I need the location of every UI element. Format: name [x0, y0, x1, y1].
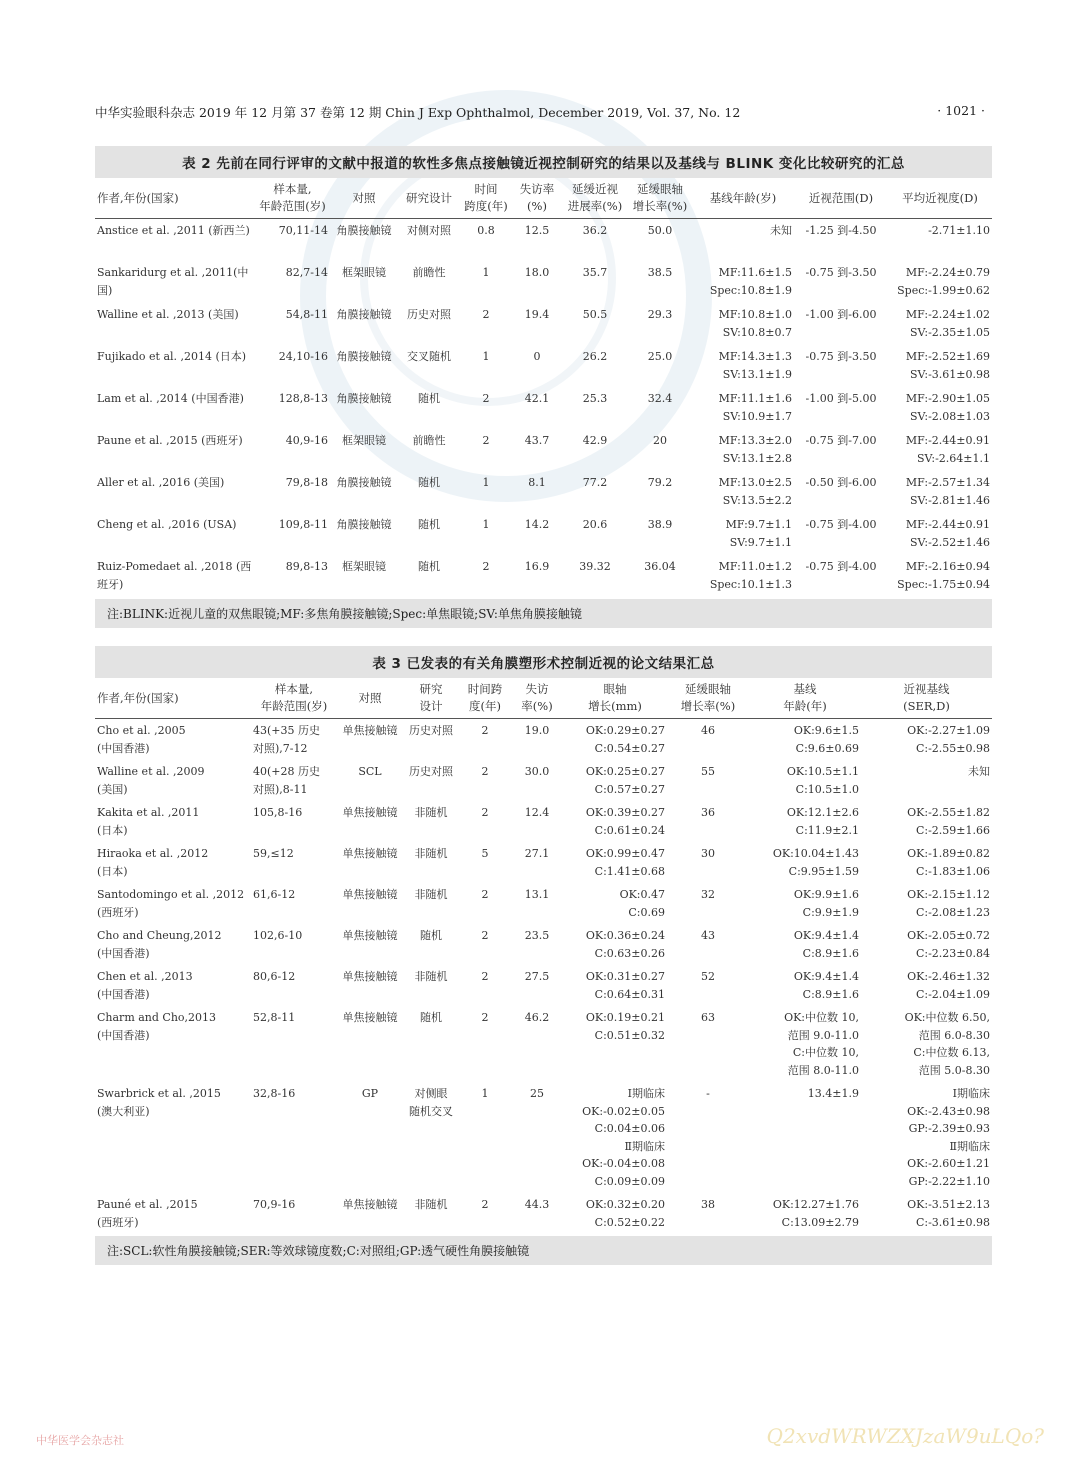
- table2-header-cell: 延缓近视 进展率(%): [562, 178, 628, 219]
- table2-cell: 1: [482, 350, 490, 363]
- table3-cell: 5: [481, 847, 489, 860]
- table3-cell: OK:0.36±0.24 C:0.63±0.26: [585, 929, 665, 960]
- table3-cell: 非随机: [414, 1198, 448, 1211]
- table2-header-cell: 研究设计: [398, 178, 460, 219]
- table3-cell: 27.1: [524, 847, 550, 860]
- table2-cell: MF:-2.52±1.69 SV:-3.61±0.98: [905, 350, 990, 381]
- table3-cell: 1: [481, 1087, 489, 1100]
- table3-header-cell: 研究 设计: [403, 678, 459, 719]
- table2-cell: 角膜接触镜: [336, 518, 392, 531]
- table2-cell: 42.1: [524, 392, 550, 405]
- table2-row: [95, 429, 992, 471]
- table2-cell: -2.71±1.10: [928, 224, 990, 237]
- table2-cell: 对侧对照: [407, 224, 451, 237]
- table3-cell: GP: [361, 1087, 379, 1100]
- table3-cell: 单焦接触镜: [342, 724, 398, 737]
- table3-header-cell: 作者,年份(国家): [95, 678, 251, 719]
- table3-cell: OK:0.39±0.27 C:0.61±0.24: [585, 806, 665, 837]
- table2-cell: 随机: [418, 518, 440, 531]
- table2-cell: Sankaridurg et al. ,2011(中国): [97, 266, 249, 297]
- table3-cell: 19.0: [524, 724, 550, 737]
- table2-cell: -1.00 到-6.00: [805, 308, 877, 321]
- table3-header-cell: 眼轴 增长(mm): [563, 678, 667, 719]
- table3-cell: 40(+28 历史 对照),8-11: [253, 765, 320, 796]
- table3-row: [95, 760, 992, 801]
- table2-cell: 39.32: [579, 560, 611, 573]
- table2-cell: 29.3: [647, 308, 673, 321]
- table3-cell: -: [706, 1087, 710, 1100]
- table3-cell: 非随机: [414, 806, 448, 819]
- table3-cell: OK:-2.27±1.09 C:-2.55±0.98: [907, 724, 990, 755]
- table2-cell: 25.3: [582, 392, 608, 405]
- table3-cell: Charm and Cho,2013 (中国香港): [97, 1011, 217, 1042]
- table2-cell: -0.75 到-7.00: [805, 434, 877, 447]
- table3-header-cell: 对照: [337, 678, 403, 719]
- table3-cell: 102,6-10: [253, 929, 303, 942]
- table2-row: [95, 513, 992, 555]
- table3-row: [95, 1082, 992, 1193]
- table-3-body: [95, 719, 992, 1235]
- table3-cell: Cho and Cheung,2012 (中国香港): [97, 929, 222, 960]
- table2-cell: 前瞻性: [412, 434, 446, 447]
- table3-cell: 非随机: [414, 888, 448, 901]
- table3-cell: 43: [701, 929, 715, 942]
- table2-cell: 89,8-13: [285, 560, 328, 573]
- table3-row: [95, 883, 992, 924]
- table3-cell: OK:0.31±0.27 C:0.64±0.31: [585, 970, 665, 1001]
- table2-cell: -0.75 到-4.00: [805, 518, 877, 531]
- table2-cell: 2: [482, 392, 490, 405]
- table3-row: [95, 842, 992, 883]
- publisher-logo-text: 中华医学会杂志社: [36, 1434, 124, 1447]
- table3-cell: 单焦接触镜: [342, 806, 398, 819]
- table2-cell: 50.0: [647, 224, 673, 237]
- table3-row: [95, 965, 992, 1006]
- table2-cell: 26.2: [582, 350, 608, 363]
- table3-cell: 44.3: [524, 1198, 550, 1211]
- table2-cell: 角膜接触镜: [336, 350, 392, 363]
- table2-cell: 40,9-16: [285, 434, 328, 447]
- table3-cell: 随机: [420, 929, 442, 942]
- table3-cell: 55: [701, 765, 715, 778]
- table2-cell: 19.4: [524, 308, 550, 321]
- table3-cell: 2: [481, 888, 489, 901]
- table3-cell: Ⅰ期临床 OK:-2.43±0.98 GP:-2.39±0.93 Ⅱ期临床 OK:-2.60±1.21 GP:-2.22±1.10: [907, 1087, 990, 1188]
- table3-cell: Cho et al. ,2005 (中国香港): [97, 724, 186, 755]
- table3-cell: OK:-2.15±1.12 C:-2.08±1.23: [907, 888, 990, 919]
- table3-cell: Chen et al. ,2013 (中国香港): [97, 970, 193, 1001]
- table2-cell: 43.7: [524, 434, 550, 447]
- table3-cell: 单焦接触镜: [342, 1198, 398, 1211]
- table3-cell: 非随机: [414, 970, 448, 983]
- table3-cell: 单焦接触镜: [342, 970, 398, 983]
- table2-row: [95, 303, 992, 345]
- table3-cell: 36: [701, 806, 715, 819]
- table2-cell: 36.2: [582, 224, 608, 237]
- table3-row: [95, 924, 992, 965]
- table3-header-cell: 延缓眼轴 增长率(%): [667, 678, 749, 719]
- table2-cell: MF:9.7±1.1 SV:9.7±1.1: [725, 518, 792, 549]
- table3-cell: OK:10.04±1.43 C:9.95±1.59: [772, 847, 859, 878]
- table2-cell: 框架眼镜: [342, 266, 386, 279]
- table2-header-cell: 时间 跨度(年): [460, 178, 512, 219]
- table2-cell: Cheng et al. ,2016 (USA): [97, 518, 237, 531]
- table2-cell: Fujikado et al. ,2014 (日本): [97, 350, 247, 363]
- table2-cell: MF:-2.24±1.02 SV:-2.35±1.05: [905, 308, 990, 339]
- table3-cell: 单焦接触镜: [342, 1011, 398, 1024]
- table2-cell: MF:-2.44±0.91 SV:-2.64±1.1: [905, 434, 990, 465]
- table2-cell: MF:13.3±2.0 SV:13.1±2.8: [718, 434, 792, 465]
- table2-cell: Aller et al. ,2016 (美国): [97, 476, 225, 489]
- table2-cell: 随机: [418, 476, 440, 489]
- table2-cell: 1: [482, 266, 490, 279]
- table2-cell: 18.0: [524, 266, 550, 279]
- table-2-header-row: [95, 178, 992, 219]
- table2-cell: 未知: [770, 224, 792, 237]
- table3-cell: 80,6-12: [253, 970, 296, 983]
- table3-cell: 30.0: [524, 765, 550, 778]
- table3-cell: 历史对照: [409, 765, 453, 778]
- table2-header-cell: 样本量, 年龄范围(岁): [255, 178, 330, 219]
- table3-cell: OK:9.6±1.5 C:9.6±0.69: [793, 724, 859, 755]
- table3-cell: Ⅰ期临床 OK:-0.02±0.05 C:0.04±0.06 Ⅱ期临床 OK:-0.04±0.08 C:0.09±0.09: [582, 1087, 665, 1188]
- table2-cell: MF:11.0±1.2 Spec:10.1±1.3: [709, 560, 792, 591]
- table2-row: [95, 261, 992, 303]
- table-3-grid: [95, 678, 992, 1234]
- table2-header-cell: 失访率 (%): [512, 178, 562, 219]
- table2-cell: 38.9: [647, 518, 673, 531]
- table3-cell: OK:9.9±1.6 C:9.9±1.9: [793, 888, 859, 919]
- table-3: [95, 646, 992, 1265]
- table3-cell: 2: [481, 765, 489, 778]
- table2-cell: 79.2: [647, 476, 673, 489]
- table2-cell: 20: [653, 434, 667, 447]
- table2-cell: MF:-2.90±1.05 SV:-2.08±1.03: [905, 392, 990, 423]
- table2-header-cell: 近视范围(D): [794, 178, 888, 219]
- table2-cell: 25.0: [647, 350, 673, 363]
- table2-cell: Ruiz-Pomedaet al. ,2018 (西班牙): [97, 560, 252, 591]
- table2-cell: 24,10-16: [278, 350, 328, 363]
- table2-cell: 82,7-14: [285, 266, 328, 279]
- table2-cell: MF:-2.24±0.79 Spec:-1.99±0.62: [897, 266, 990, 297]
- table2-cell: 109,8-11: [278, 518, 328, 531]
- table3-cell: OK:0.29±0.27 C:0.54±0.27: [585, 724, 665, 755]
- table2-cell: 38.5: [647, 266, 673, 279]
- table3-cell: 单焦接触镜: [342, 929, 398, 942]
- table2-header-cell: 平均近视度(D): [888, 178, 992, 219]
- table2-cell: 历史对照: [407, 308, 451, 321]
- table3-header-cell: 基线 年龄(年): [749, 678, 861, 719]
- table3-cell: OK:9.4±1.4 C:8.9±1.6: [793, 929, 859, 960]
- table3-cell: Kakita et al. ,2011 (日本): [97, 806, 200, 837]
- table3-cell: 13.4±1.9: [807, 1087, 859, 1100]
- table2-cell: 14.2: [524, 518, 550, 531]
- table2-cell: 随机: [418, 392, 440, 405]
- table3-cell: OK:0.32±0.20 C:0.52±0.22: [585, 1198, 665, 1229]
- table3-cell: 23.5: [524, 929, 550, 942]
- table2-row: [95, 345, 992, 387]
- table3-cell: 2: [481, 970, 489, 983]
- table2-cell: 角膜接触镜: [336, 224, 392, 237]
- table2-cell: -1.00 到-5.00: [805, 392, 877, 405]
- table2-cell: 框架眼镜: [342, 560, 386, 573]
- table2-cell: 79,8-18: [285, 476, 328, 489]
- table-3-caption: 表 3 已发表的有关角膜塑形术控制近视的论文结果汇总: [95, 646, 992, 678]
- table3-cell: 对侧眼 随机交叉: [409, 1087, 453, 1118]
- table3-cell: 12.4: [524, 806, 550, 819]
- table2-header-cell: 延缓眼轴 增长率(%): [628, 178, 692, 219]
- table2-cell: 0: [533, 350, 541, 363]
- table3-cell: Walline et al. ,2009 (美国): [97, 765, 205, 796]
- table2-cell: 35.7: [582, 266, 608, 279]
- table3-cell: Swarbrick et al. ,2015 (澳大利亚): [97, 1087, 221, 1118]
- table3-row: [95, 1193, 992, 1234]
- table3-cell: OK:-3.51±2.13 C:-3.61±0.98: [907, 1198, 990, 1229]
- table3-cell: 43(+35 历史 对照),7-12: [253, 724, 320, 755]
- table2-cell: 32.4: [647, 392, 673, 405]
- table3-cell: 单焦接触镜: [342, 888, 398, 901]
- table2-cell: 70,11-14: [278, 224, 328, 237]
- table2-cell: 50.5: [582, 308, 608, 321]
- table2-cell: 2: [482, 560, 490, 573]
- table-2-caption: 表 2 先前在同行评审的文献中报道的软性多焦点接触镜近视控制研究的结果以及基线与 BLINK 变化比较研究的汇总: [95, 146, 992, 178]
- table3-cell: 61,6-12: [253, 888, 296, 901]
- table3-cell: OK:10.5±1.1 C:10.5±1.0: [786, 765, 859, 796]
- table3-cell: 历史对照: [409, 724, 453, 737]
- table3-cell: 32: [701, 888, 715, 901]
- journal-citation: 中华实验眼科杂志 2019 年 12 月第 37 卷第 12 期 Chin J Exp Ophthalmol, December 2019, Vol. 37, No. 12: [95, 105, 741, 120]
- table3-cell: Pauné et al. ,2015 (西班牙): [97, 1198, 198, 1229]
- table2-cell: 1: [482, 518, 490, 531]
- table3-cell: 59,≤12: [253, 847, 294, 860]
- table3-header-cell: 近视基线 (SER,D): [861, 678, 992, 719]
- table3-header-cell: 失访 率(%): [511, 678, 563, 719]
- table2-cell: MF:-2.44±0.91 SV:-2.52±1.46: [905, 518, 990, 549]
- table2-cell: 2: [482, 434, 490, 447]
- table3-cell: 单焦接触镜: [342, 847, 398, 860]
- table2-row: [95, 471, 992, 513]
- table3-cell: 非随机: [414, 847, 448, 860]
- table3-cell: 未知: [968, 765, 990, 778]
- table3-cell: OK:0.19±0.21 C:0.51±0.32: [585, 1011, 665, 1042]
- watermark-code: Q2xvdWRWZXJzaW9uLQo?: [766, 1424, 1044, 1448]
- table3-cell: OK:-2.55±1.82 C:-2.59±1.66: [907, 806, 990, 837]
- table2-cell: 框架眼镜: [342, 434, 386, 447]
- table2-cell: 角膜接触镜: [336, 308, 392, 321]
- table3-cell: Santodomingo et al. ,2012 (西班牙): [97, 888, 245, 919]
- table2-cell: 12.5: [524, 224, 550, 237]
- table3-cell: 随机: [420, 1011, 442, 1024]
- table2-cell: 前瞻性: [412, 266, 446, 279]
- table2-row: [95, 555, 992, 597]
- table-2-body: [95, 219, 992, 598]
- table3-cell: 46.2: [524, 1011, 550, 1024]
- table3-cell: 2: [481, 724, 489, 737]
- table2-cell: 20.6: [582, 518, 608, 531]
- table2-header-cell: 基线年龄(岁): [692, 178, 794, 219]
- table2-cell: -0.75 到-3.50: [805, 350, 877, 363]
- table3-cell: 13.1: [524, 888, 550, 901]
- table2-row: [95, 387, 992, 429]
- table2-cell: Walline et al. ,2013 (美国): [97, 308, 239, 321]
- table2-header-cell: 作者,年份(国家): [95, 178, 255, 219]
- table3-cell: 52,8-11: [253, 1011, 296, 1024]
- table3-cell: 2: [481, 1198, 489, 1211]
- table3-cell: 38: [701, 1198, 715, 1211]
- table-2-note: 注:BLINK:近视儿童的双焦眼镜;MF:多焦角膜接触镜;Spec:单焦眼镜;SV:单焦角膜接触镜: [95, 599, 992, 628]
- table2-cell: 1: [482, 476, 490, 489]
- table2-cell: 角膜接触镜: [336, 392, 392, 405]
- table2-header-cell: 对照: [330, 178, 398, 219]
- table3-cell: 32,8-16: [253, 1087, 296, 1100]
- table3-cell: 63: [701, 1011, 715, 1024]
- table2-cell: -0.50 到-6.00: [805, 476, 877, 489]
- table2-cell: 交叉随机: [407, 350, 451, 363]
- table3-cell: OK:12.1±2.6 C:11.9±2.1: [786, 806, 859, 837]
- table3-cell: 70,9-16: [253, 1198, 296, 1211]
- table2-cell: MF:-2.57±1.34 SV:-2.81±1.46: [905, 476, 990, 507]
- table3-cell: OK:0.25±0.27 C:0.57±0.27: [585, 765, 665, 796]
- table2-cell: MF:-2.16±0.94 Spec:-1.75±0.94: [897, 560, 990, 591]
- table2-cell: -0.75 到-3.50: [805, 266, 877, 279]
- table3-cell: 2: [481, 1011, 489, 1024]
- table2-cell: 16.9: [524, 560, 550, 573]
- table3-cell: 30: [701, 847, 715, 860]
- table3-cell: OK:-2.46±1.32 C:-2.04±1.09: [907, 970, 990, 1001]
- table2-cell: 54,8-11: [285, 308, 328, 321]
- table3-cell: 2: [481, 806, 489, 819]
- table2-cell: Lam et al. ,2014 (中国香港): [97, 392, 244, 405]
- table3-cell: OK:0.47 C:0.69: [619, 888, 665, 919]
- table2-cell: MF:11.1±1.6 SV:10.9±1.7: [718, 392, 792, 423]
- table2-cell: Anstice et al. ,2011 (新西兰): [97, 224, 250, 237]
- table-2-grid: [95, 178, 992, 597]
- table3-row: [95, 801, 992, 842]
- table3-cell: 52: [701, 970, 715, 983]
- table3-header-cell: 时间跨 度(年): [459, 678, 511, 719]
- table3-cell: OK:中位数 6.50, 范围 6.0-8.30 C:中位数 6.13, 范围 5.0-8.30: [904, 1011, 990, 1077]
- table3-cell: 46: [701, 724, 715, 737]
- table3-header-cell: 样本量, 年龄范围(岁): [251, 678, 337, 719]
- table2-cell: 42.9: [582, 434, 608, 447]
- table3-cell: OK:9.4±1.4 C:8.9±1.6: [793, 970, 859, 1001]
- table3-cell: 25: [530, 1087, 544, 1100]
- table-2: [95, 146, 992, 628]
- table2-cell: 2: [482, 308, 490, 321]
- table2-cell: 77.2: [582, 476, 608, 489]
- table2-cell: 0.8: [477, 224, 495, 237]
- table3-row: [95, 1006, 992, 1082]
- table-3-note: 注:SCL:软性角膜接触镜;SER:等效球镜度数;C:对照组;GP:透气硬性角膜接触镜: [95, 1236, 992, 1265]
- table2-cell: Paune et al. ,2015 (西班牙): [97, 434, 243, 447]
- table3-cell: OK:-2.05±0.72 C:-2.23±0.84: [907, 929, 990, 960]
- table3-cell: 105,8-16: [253, 806, 303, 819]
- table2-cell: 8.1: [528, 476, 546, 489]
- page-number: · 1021 ·: [937, 103, 985, 118]
- table2-cell: -0.75 到-4.00: [805, 560, 877, 573]
- table2-cell: 角膜接触镜: [336, 476, 392, 489]
- table2-cell: 随机: [418, 560, 440, 573]
- table2-cell: MF:10.8±1.0 SV:10.8±0.7: [718, 308, 792, 339]
- table3-cell: OK:中位数 10, 范围 9.0-11.0 C:中位数 10, 范围 8.0-11.0: [784, 1011, 859, 1077]
- table2-cell: 128,8-13: [278, 392, 328, 405]
- table2-cell: 36.04: [644, 560, 676, 573]
- table2-cell: MF:14.3±1.3 SV:13.1±1.9: [718, 350, 792, 381]
- table2-row: [95, 219, 992, 262]
- table3-cell: 2: [481, 929, 489, 942]
- table3-cell: SCL: [358, 765, 382, 778]
- table-3-header-row: [95, 678, 992, 719]
- table3-cell: 27.5: [524, 970, 550, 983]
- table3-row: [95, 719, 992, 761]
- table3-cell: OK:12.27±1.76 C:13.09±2.79: [772, 1198, 859, 1229]
- table3-cell: Hiraoka et al. ,2012 (日本): [97, 847, 209, 878]
- table3-cell: OK:0.99±0.47 C:1.41±0.68: [585, 847, 665, 878]
- table2-cell: -1.25 到-4.50: [805, 224, 877, 237]
- table3-cell: OK:-1.89±0.82 C:-1.83±1.06: [907, 847, 990, 878]
- table2-cell: MF:13.0±2.5 SV:13.5±2.2: [718, 476, 792, 507]
- table2-cell: MF:11.6±1.5 Spec:10.8±1.9: [709, 266, 792, 297]
- page-header: [95, 103, 985, 123]
